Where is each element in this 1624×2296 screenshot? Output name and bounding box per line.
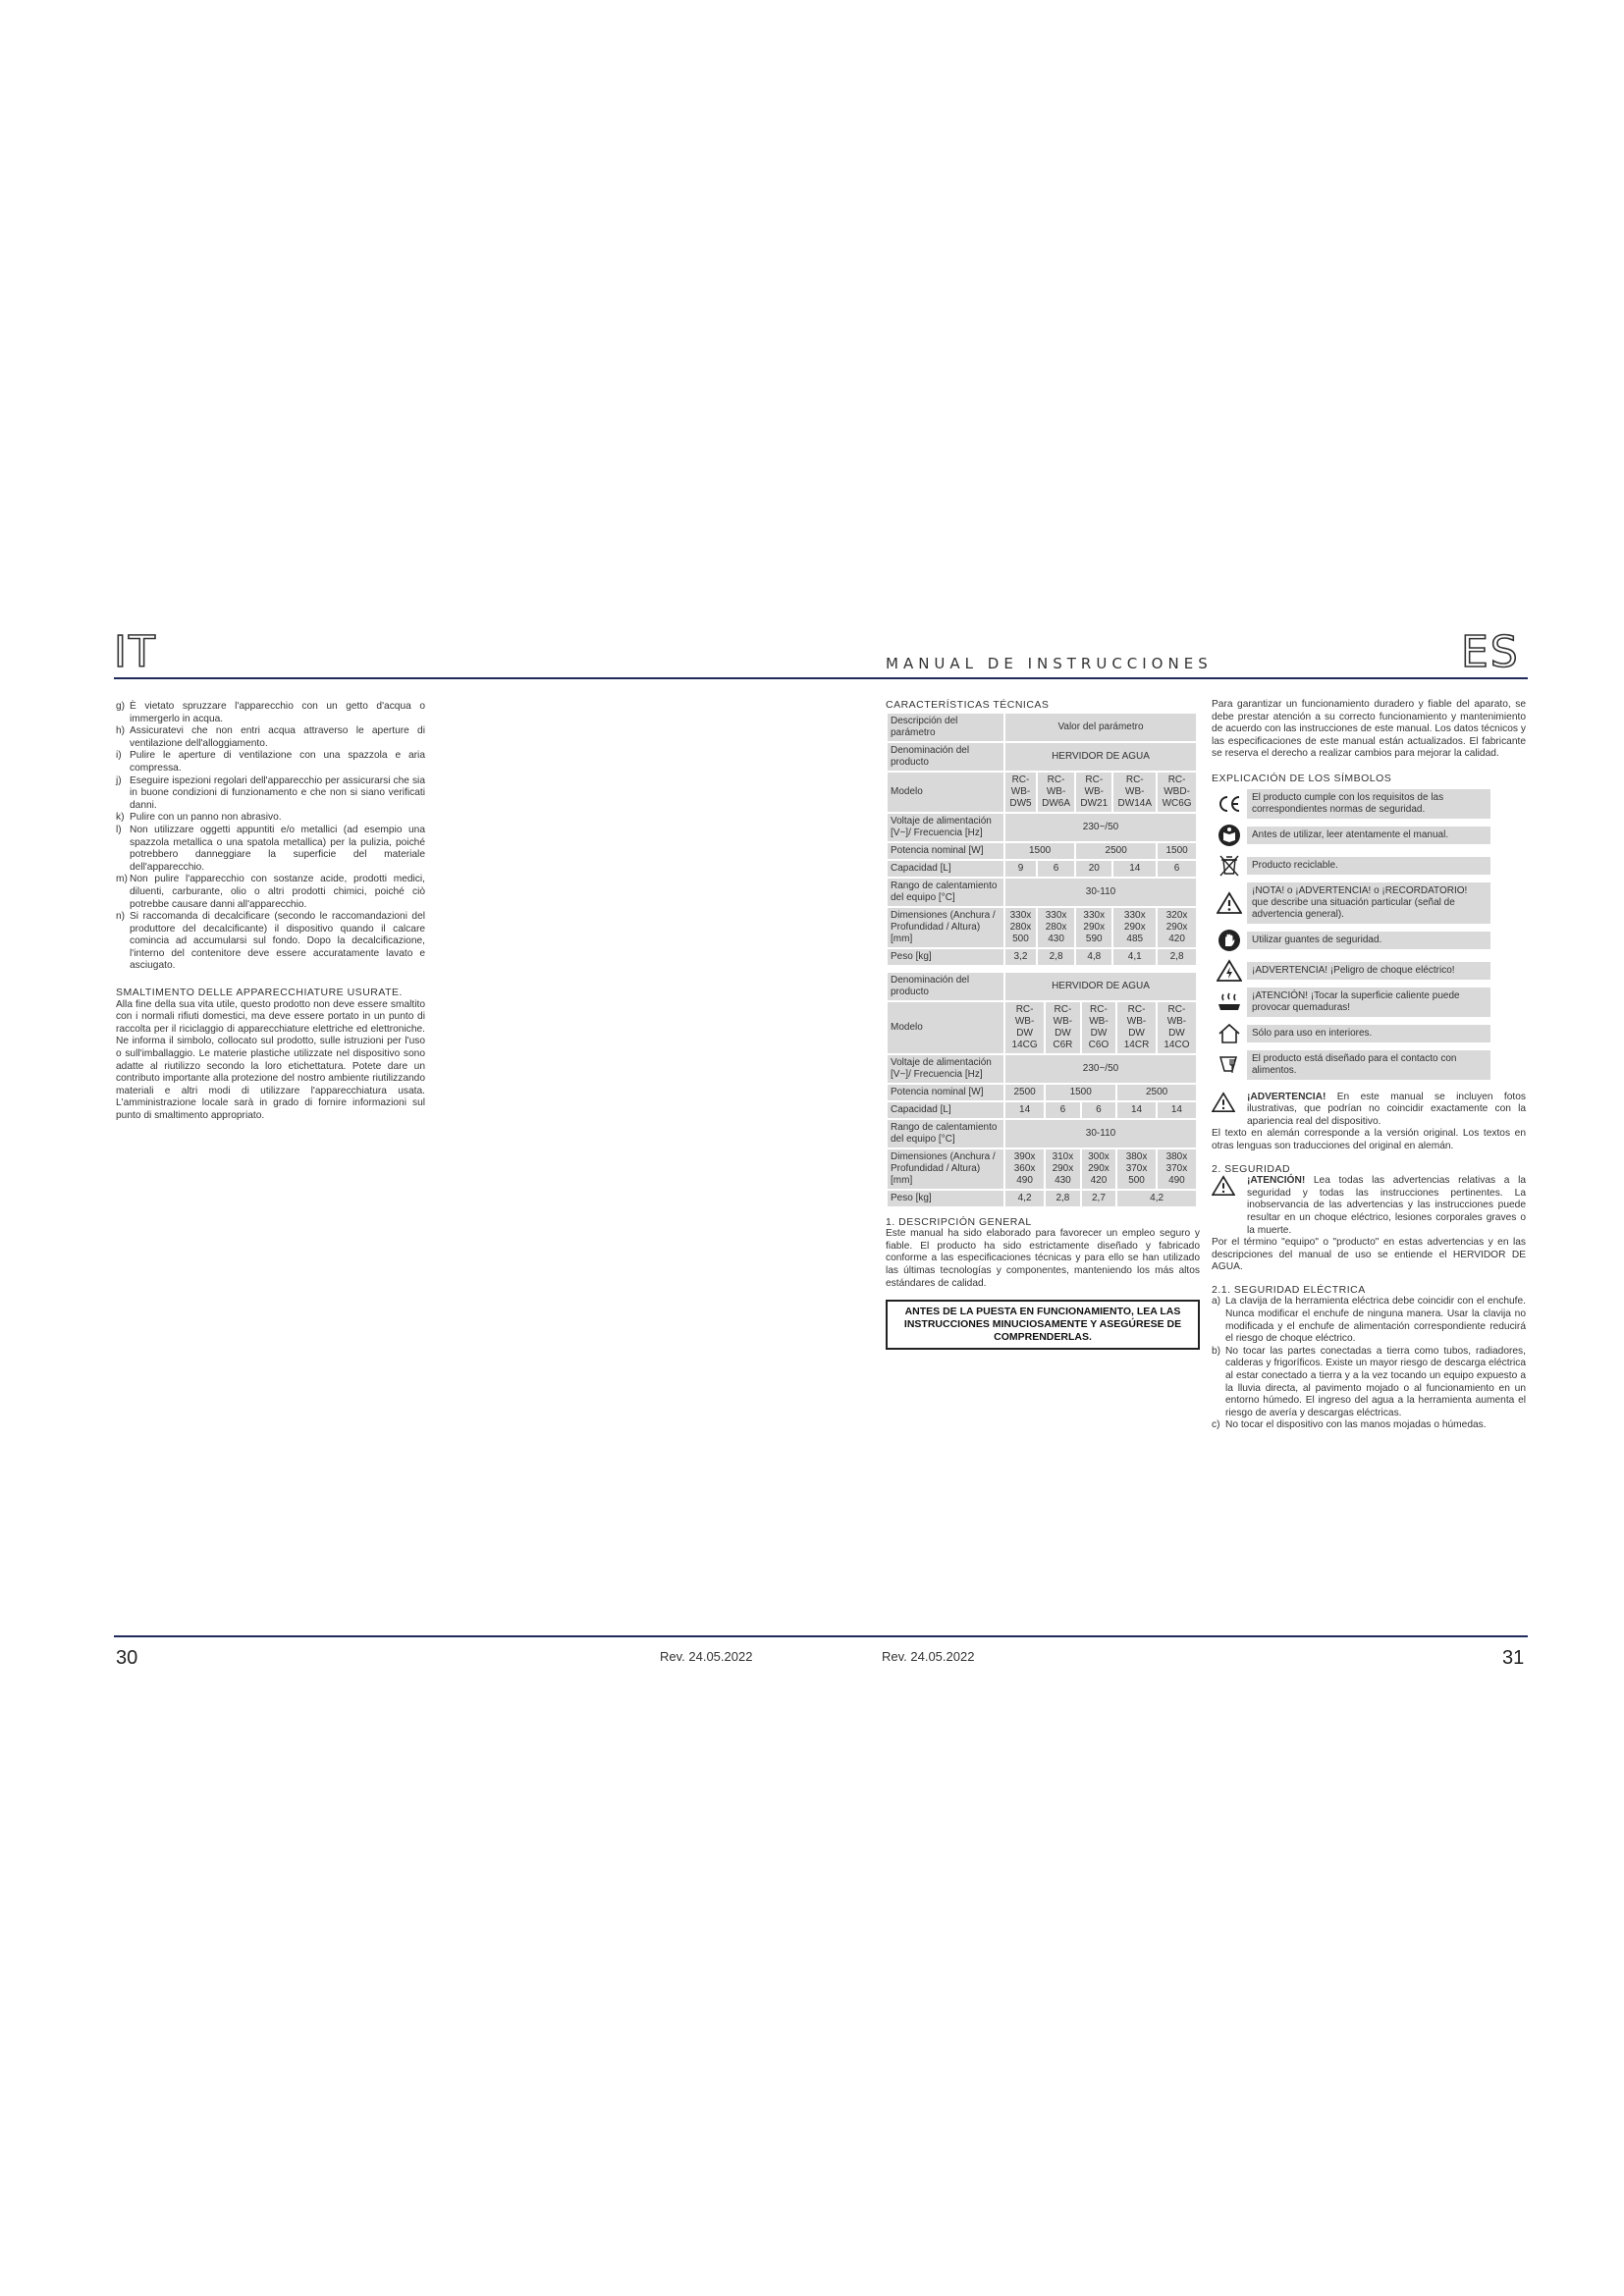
list-text: Si raccomanda di decalcificare (secondo le raccomandazioni del produttore del decalcificante) il dispositivo quando il calcare comincia ad accumularsi sul fondo. Dopo la decalcificazione, l'interno del contenitore deve essere accuratamente lavato e asciugato. bbox=[130, 911, 425, 972]
list-item bbox=[116, 775, 425, 813]
symbol-row bbox=[1212, 852, 1526, 880]
model-cell: RC-WB-DW C6O bbox=[1081, 1001, 1117, 1054]
spec-label-model: Modelo bbox=[887, 772, 1004, 813]
weight-cell: 2,7 bbox=[1081, 1190, 1117, 1207]
list-item bbox=[116, 911, 425, 973]
list-text: No tocar las partes conectadas a tierra como tubos, radiadores, calderas y frigoríficos. Existe un mayor riesgo de descarga eléctrica al estar conectado a tierra y a la vez tocando un equipo expuesto a la lluvia directa, al pavimento mojado o al funcionamiento en un entorno húmedo. El ingreso del agua a la herramienta aumenta el riesgo de avería y descargas eléctricas. bbox=[1225, 1345, 1526, 1418]
spec-label-dims: Dimensiones (Anchura / Profundidad / Altura) [mm] bbox=[887, 1148, 1004, 1190]
food-contact-icon bbox=[1212, 1051, 1247, 1079]
illustration-warning bbox=[1212, 1092, 1526, 1129]
page-number-left: 30 bbox=[116, 1647, 138, 1669]
spec-label-voltage: Voltaje de alimentación [V~]/ Frecuencia [Hz] bbox=[887, 1054, 1004, 1084]
warning-label: ¡ADVERTENCIA! bbox=[1247, 1091, 1326, 1102]
weight-cell: 3,2 bbox=[1004, 948, 1037, 966]
german-original-text: El texto en alemán corresponde a la versión original. Los textos en otras lenguas son traducciones del original en alemán. bbox=[1212, 1128, 1526, 1151]
capacity-cell: 6 bbox=[1037, 860, 1075, 878]
list-text: Pulire con un panno non abrasivo. bbox=[130, 812, 282, 824]
list-marker: c) bbox=[1212, 1419, 1220, 1431]
symbol-row bbox=[1212, 882, 1526, 924]
symbol-text: ¡NOTA! o ¡ADVERTENCIA! o ¡RECORDATORIO! que describe una situación particular (señal de advertencia general). bbox=[1247, 882, 1490, 924]
symbol-text: Utilizar guantes de seguridad. bbox=[1247, 932, 1490, 949]
general-title: 1. DESCRIPCIÓN GENERAL bbox=[886, 1215, 1032, 1228]
attention-text: Lea todas las advertencias relativas a la seguridad y todas las instrucciones pertinentes. La inobservancia de las advertencias y las instrucciones puede resultar en un choque eléctrico, lesiones corporales graves o la muerte. bbox=[1247, 1175, 1526, 1236]
dims-cell: 330x 280x 500 bbox=[1004, 907, 1037, 948]
footer-rule bbox=[114, 1635, 1528, 1637]
capacity-cell: 6 bbox=[1157, 860, 1197, 878]
weight-cell: 2,8 bbox=[1157, 948, 1197, 966]
symbol-text: El producto está diseñado para el contacto con alimentos. bbox=[1247, 1050, 1490, 1080]
hot-surface-icon bbox=[1212, 988, 1247, 1016]
spec-head-desc: Descripción del parámetro bbox=[887, 713, 1004, 742]
model-cell: RC-WB-DW6A bbox=[1037, 772, 1075, 813]
spec-label-power: Potencia nominal [W] bbox=[887, 842, 1004, 860]
general-text: Este manual ha sido elaborado para favorecer un empleo seguro y fiable. El producto ha sido estrictamente diseñado y fabricado conforme a las especificaciones técnicas y para ello se han utilizado las últimas tecnologías y componentes, manteniendo los más altos estándares de calidad. bbox=[886, 1228, 1200, 1289]
symbol-text: Sólo para uso en interiores. bbox=[1247, 1025, 1490, 1042]
spec-label-range: Rango de calentamiento del equipo [°C] bbox=[887, 878, 1004, 907]
symbol-row bbox=[1212, 1020, 1526, 1047]
symbol-text: Producto reciclable. bbox=[1247, 857, 1490, 875]
warning-triangle-icon bbox=[1212, 1175, 1247, 1237]
symbols-list bbox=[1212, 789, 1526, 1080]
weight-cell: 2,8 bbox=[1045, 1190, 1081, 1207]
attention-label: ¡ATENCIÓN! bbox=[1247, 1175, 1306, 1187]
voltage-value: 230~/50 bbox=[1004, 813, 1197, 842]
list-text: Assicuratevi che non entri acqua attraverso le aperture di ventilazione dell'alloggiamento. bbox=[130, 725, 425, 749]
capacity-cell: 20 bbox=[1075, 860, 1112, 878]
revision-left: Rev. 24.05.2022 bbox=[660, 1649, 753, 1664]
power-cell: 1500 bbox=[1157, 842, 1197, 860]
power-cell: 1500 bbox=[1045, 1084, 1116, 1101]
spec-label-weight: Peso [kg] bbox=[887, 948, 1004, 966]
es-right-column bbox=[1212, 699, 1526, 1432]
spec-head-val: Valor del parámetro bbox=[1004, 713, 1197, 742]
model-cell: RC-WBD-WC6G bbox=[1157, 772, 1197, 813]
symbol-row bbox=[1212, 789, 1526, 819]
capacity-cell: 6 bbox=[1045, 1101, 1081, 1119]
model-cell: RC-WB-DW21 bbox=[1075, 772, 1112, 813]
safety-attention bbox=[1212, 1175, 1526, 1237]
list-text: È vietato spruzzare l'apparecchio con un getto d'acqua o immergerlo in acqua. bbox=[130, 701, 425, 724]
manual-title: MANUAL DE INSTRUCCIONES bbox=[886, 655, 1213, 672]
list-item bbox=[116, 812, 425, 825]
capacity-cell: 14 bbox=[1116, 1101, 1157, 1119]
spec-table-1 bbox=[886, 712, 1198, 967]
symbol-text: ¡ATENCIÓN! ¡Tocar la superficie caliente puede provocar quemaduras! bbox=[1247, 988, 1490, 1017]
dims-cell: 300x 290x 420 bbox=[1081, 1148, 1117, 1190]
power-cell: 2500 bbox=[1075, 842, 1157, 860]
spec-label-range: Rango de calentamiento del equipo [°C] bbox=[887, 1119, 1004, 1148]
read-manual-icon bbox=[1212, 822, 1247, 849]
indoor-house-icon bbox=[1212, 1020, 1247, 1047]
list-text: Non pulire l'apparecchio con sostanze acide, prodotti medici, diluenti, carburante, olio o altri prodotti chimici, poiché ciò potrebbe causare danni all'apparecchio. bbox=[130, 874, 425, 910]
spec-label-model: Modelo bbox=[887, 1001, 1004, 1054]
list-text: La clavija de la herramienta eléctrica debe coincidir con el enchufe. Nunca modificar el enchufe de ninguna manera. Usar la clavija no modificada y el enchufe de alimentación correspondiente reducirá el riesgo de choque eléctrico. bbox=[1225, 1296, 1526, 1345]
warning-text: En este manual se incluyen fotos ilustrativas, que podrían no coincidir exactamente con la apariencia real del dispositivo. bbox=[1247, 1091, 1526, 1127]
list-marker: h) bbox=[116, 725, 126, 737]
list-marker: j) bbox=[116, 774, 122, 786]
electrical-safety-list bbox=[1212, 1296, 1526, 1432]
list-marker: n) bbox=[116, 911, 126, 923]
spec-label-voltage: Voltaje de alimentación [V~]/ Frecuencia [Hz] bbox=[887, 813, 1004, 842]
symbols-title: EXPLICACIÓN DE LOS SÍMBOLOS bbox=[1212, 772, 1392, 784]
it-cleaning-list bbox=[116, 701, 425, 973]
safety-title: 2. SEGURIDAD bbox=[1212, 1162, 1291, 1175]
symbol-row bbox=[1212, 957, 1526, 985]
dims-cell: 330x 290x 590 bbox=[1075, 907, 1112, 948]
range-value: 30-110 bbox=[1004, 1119, 1197, 1148]
list-marker: l) bbox=[116, 824, 122, 835]
power-cell: 2500 bbox=[1004, 1084, 1045, 1101]
warning-triangle-icon bbox=[1212, 889, 1247, 917]
list-item bbox=[116, 725, 425, 750]
list-item bbox=[1212, 1419, 1526, 1432]
list-marker: a) bbox=[1212, 1296, 1221, 1308]
spec-label-name: Denominación del producto bbox=[887, 742, 1004, 772]
list-item bbox=[116, 750, 425, 774]
weight-cell: 4,2 bbox=[1116, 1190, 1197, 1207]
capacity-cell: 9 bbox=[1004, 860, 1037, 878]
list-marker: g) bbox=[116, 701, 126, 712]
model-cell: RC-WB-DW14A bbox=[1112, 772, 1157, 813]
list-text: Non utilizzare oggetti appuntiti e/o metallici (ad esempio una spazzola metallica o una spatola metallica) per la pulizia, poiché potrebbero danneggiare la superficie del materiale dell'apparecchio. bbox=[130, 824, 425, 873]
spec-column bbox=[886, 699, 1200, 1350]
symbol-row bbox=[1212, 822, 1526, 849]
symbol-text: El producto cumple con los requisitos de las correspondientes normas de seguridad. bbox=[1247, 789, 1490, 819]
it-disposal-text: Alla fine della sua vita utile, questo prodotto non deve essere smaltito con i normali rifiuti domestici, ma deve essere portato in un punto di raccolta per il riciclaggio di apparecchiature elettriche ed elettroniche. Ne informa il simbolo, collocato sul prodotto, sulle istruzioni per l'uso o sull'imballaggio. Le materie plastiche utilizzate nel dispositivo sono adatte al riutilizzo secondo la loro etichettatura. Potete dare un contributo importante alla protezione del nostro ambiente riutilizzando materiali e altri modi di utilizzare l'apparecchiatura usata. L'amministrazione locale sarà in grado di fornire informazioni sul punto di smaltimento appropriato. bbox=[116, 998, 425, 1121]
spec-name-value: HERVIDOR DE AGUA bbox=[1004, 972, 1197, 1001]
weight-cell: 2,8 bbox=[1037, 948, 1075, 966]
electrical-safety-title: 2.1. SEGURIDAD ELÉCTRICA bbox=[1212, 1283, 1366, 1296]
revision-right: Rev. 24.05.2022 bbox=[882, 1649, 975, 1664]
electric-shock-icon bbox=[1212, 957, 1247, 985]
dims-cell: 320x 290x 420 bbox=[1157, 907, 1197, 948]
voltage-value: 230~/50 bbox=[1004, 1054, 1197, 1084]
weight-cell: 4,8 bbox=[1075, 948, 1112, 966]
spec-label-capacity: Capacidad [L] bbox=[887, 1101, 1004, 1119]
dims-cell: 310x 290x 430 bbox=[1045, 1148, 1081, 1190]
capacity-cell: 14 bbox=[1157, 1101, 1197, 1119]
recycle-bin-icon bbox=[1212, 852, 1247, 880]
capacity-cell: 6 bbox=[1081, 1101, 1117, 1119]
model-cell: RC-WB-DW C6R bbox=[1045, 1001, 1081, 1054]
power-cell: 2500 bbox=[1116, 1084, 1197, 1101]
ce-mark-icon bbox=[1212, 790, 1247, 818]
capacity-cell: 14 bbox=[1112, 860, 1157, 878]
language-code-es: ES bbox=[1461, 627, 1520, 677]
list-item bbox=[116, 874, 425, 911]
model-cell: RC-WB-DW 14CO bbox=[1157, 1001, 1197, 1054]
symbol-row bbox=[1212, 927, 1526, 954]
symbol-text: Antes de utilizar, leer atentamente el manual. bbox=[1247, 827, 1490, 844]
dims-cell: 330x 290x 485 bbox=[1112, 907, 1157, 948]
dims-cell: 380x 370x 500 bbox=[1116, 1148, 1157, 1190]
model-cell: RC-WB-DW5 bbox=[1004, 772, 1037, 813]
dims-cell: 390x 360x 490 bbox=[1004, 1148, 1045, 1190]
spec-name-value: HERVIDOR DE AGUA bbox=[1004, 742, 1197, 772]
dims-cell: 330x 280x 430 bbox=[1037, 907, 1075, 948]
list-text: No tocar el dispositivo con las manos mojadas o húmedas. bbox=[1225, 1419, 1487, 1431]
language-code-it: IT bbox=[114, 627, 157, 677]
symbol-text: ¡ADVERTENCIA! ¡Peligro de choque eléctrico! bbox=[1247, 962, 1490, 980]
list-text: Pulire le aperture di ventilazione con una spazzola e aria compressa. bbox=[130, 750, 425, 774]
list-item bbox=[116, 701, 425, 725]
list-marker: m) bbox=[116, 874, 128, 885]
spec-label-weight: Peso [kg] bbox=[887, 1190, 1004, 1207]
symbol-row bbox=[1212, 988, 1526, 1017]
list-marker: i) bbox=[116, 750, 122, 762]
term-definition-text: Por el término "equipo" o "producto" en estas advertencias y en las descripciones del manual de uso se entiende el HERVIDOR DE AGUA. bbox=[1212, 1237, 1526, 1273]
it-column bbox=[116, 701, 425, 1123]
list-item bbox=[1212, 1346, 1526, 1420]
capacity-cell: 14 bbox=[1004, 1101, 1045, 1119]
range-value: 30-110 bbox=[1004, 878, 1197, 907]
list-marker: k) bbox=[116, 812, 125, 824]
weight-cell: 4,2 bbox=[1004, 1190, 1045, 1207]
spec-label-name: Denominación del producto bbox=[887, 972, 1004, 1001]
list-marker: b) bbox=[1212, 1345, 1221, 1357]
spec-label-dims: Dimensiones (Anchura / Profundidad / Altura) [mm] bbox=[887, 907, 1004, 948]
spec-label-capacity: Capacidad [L] bbox=[887, 860, 1004, 878]
intro-text: Para garantizar un funcionamiento duradero y fiable del aparato, se debe prestar atención a su correcto funcionamiento y mantenimiento de acuerdo con las instrucciones de este manual. Los datos técnicos y las especificaciones de este manual están actualizados. El fabricante se reserva el derecho a realizar cambios para mejorar la calidad. bbox=[1212, 699, 1526, 760]
power-cell: 1500 bbox=[1004, 842, 1075, 860]
weight-cell: 4,1 bbox=[1112, 948, 1157, 966]
dims-cell: 380x 370x 490 bbox=[1157, 1148, 1197, 1190]
gloves-icon bbox=[1212, 927, 1247, 954]
spec-label-power: Potencia nominal [W] bbox=[887, 1084, 1004, 1101]
list-item bbox=[116, 825, 425, 874]
important-notice-box: ANTES DE LA PUESTA EN FUNCIONAMIENTO, LEA LAS INSTRUCCIONES MINUCIOSAMENTE Y ASEGÚRESE DE COMPRENDERLAS. bbox=[886, 1300, 1200, 1350]
warning-triangle-icon bbox=[1212, 1092, 1247, 1129]
header-rule bbox=[114, 677, 1528, 679]
model-cell: RC-WB-DW 14CG bbox=[1004, 1001, 1045, 1054]
it-disposal-title: SMALTIMENTO DELLE APPARECCHIATURE USURATE. bbox=[116, 987, 403, 999]
spec-title: CARACTERÍSTICAS TÉCNICAS bbox=[886, 699, 1050, 711]
spec-table-2 bbox=[886, 971, 1198, 1208]
page-number-right: 31 bbox=[1502, 1647, 1525, 1669]
list-item bbox=[1212, 1296, 1526, 1345]
model-cell: RC-WB-DW 14CR bbox=[1116, 1001, 1157, 1054]
list-text: Eseguire ispezioni regolari dell'apparecchio per assicurarsi che sia in buone condizioni di funzionamento e che non si siano verificati danni. bbox=[130, 774, 425, 811]
symbol-row bbox=[1212, 1050, 1526, 1080]
